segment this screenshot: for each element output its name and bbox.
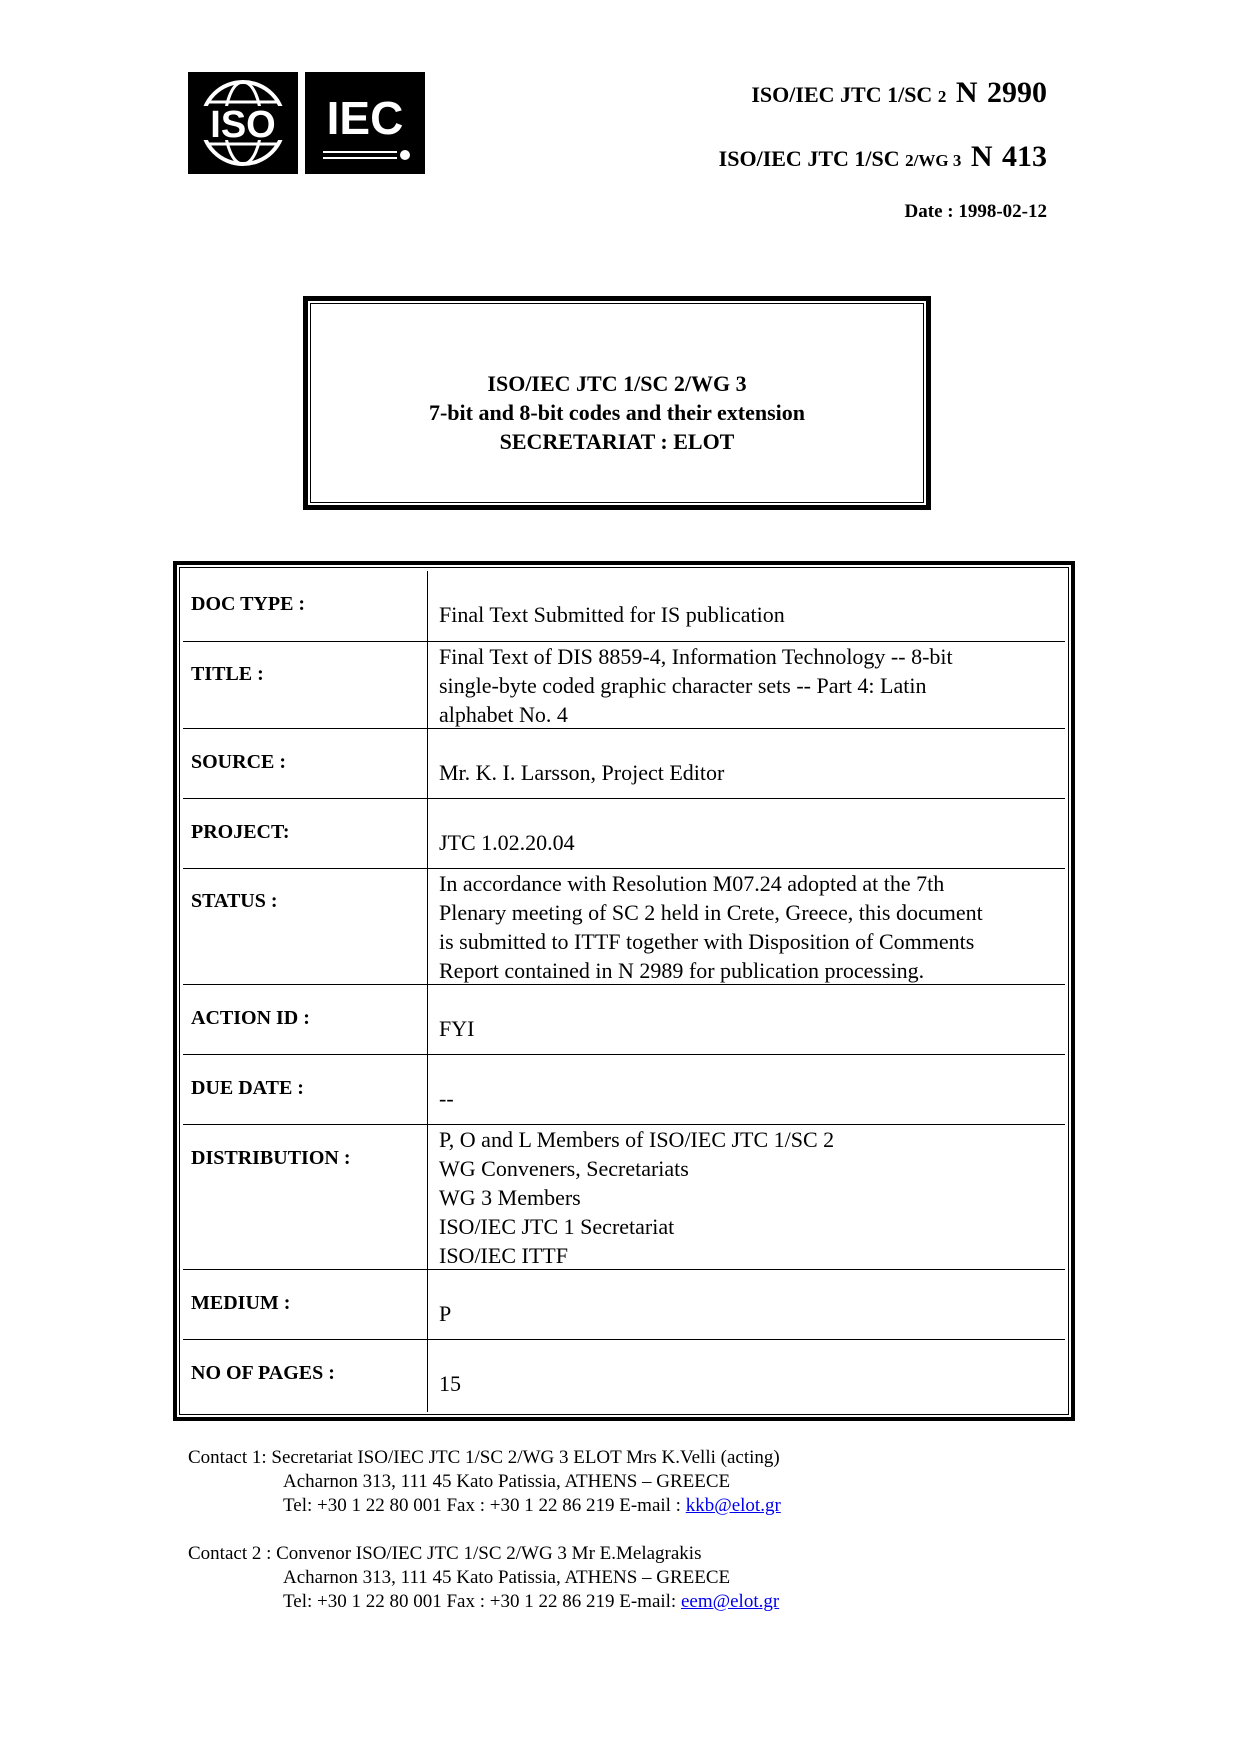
iso-logo-graphic bbox=[188, 72, 298, 174]
iec-logo bbox=[305, 72, 425, 174]
project-label: PROJECT: bbox=[183, 799, 428, 869]
contact-2-address: Acharnon 313, 111 45 Kato Patissia, ATHENS – GREECE bbox=[283, 1567, 731, 1588]
ref1-n-number: 2990 bbox=[987, 76, 1047, 109]
contact-2-block bbox=[188, 1542, 779, 1614]
source-value: Mr. K. I. Larsson, Project Editor bbox=[439, 760, 725, 785]
status-label: STATUS : bbox=[183, 869, 428, 985]
contact-1-line-1: Contact 1: Secretariat ISO/IEC JTC 1/SC 2/WG 3 ELOT Mrs K.Velli (acting) bbox=[188, 1447, 780, 1468]
table-row-project bbox=[183, 798, 1065, 869]
contact-2-tel-fax: Tel: +30 1 22 80 001 Fax : +30 1 22 86 219 E-mail: bbox=[283, 1591, 681, 1612]
ref2-n-number: 413 bbox=[1002, 140, 1047, 173]
iso-logo bbox=[188, 72, 298, 174]
status-line-1: In accordance with Resolution M07.24 adopted at the 7th bbox=[439, 871, 945, 896]
title-line-3: alphabet No. 4 bbox=[439, 702, 568, 727]
distribution-line-4: ISO/IEC JTC 1 Secretariat bbox=[439, 1214, 675, 1239]
title-line-2: single-byte coded graphic character sets -- Part 4: Latin bbox=[439, 673, 927, 698]
status-line-3: is submitted to ITTF together with Disposition of Comments bbox=[439, 929, 975, 954]
project-value: JTC 1.02.20.04 bbox=[439, 830, 575, 855]
iso-logo-text: ISO bbox=[210, 104, 276, 146]
working-group-box bbox=[303, 296, 931, 510]
date-value: 1998-02-12 bbox=[958, 201, 1047, 222]
table-row-due-date bbox=[183, 1054, 1065, 1125]
iec-logo-text: IEC bbox=[326, 92, 404, 144]
table-row-medium bbox=[183, 1269, 1065, 1340]
document-info-table bbox=[173, 561, 1075, 1421]
ref2-prefix: ISO/IEC JTC 1/SC bbox=[718, 146, 900, 171]
table-row-status bbox=[183, 868, 1065, 985]
ref1-sc: 2 bbox=[937, 87, 947, 106]
date-label: Date : bbox=[904, 201, 954, 222]
no-of-pages-value: 15 bbox=[439, 1371, 461, 1396]
distribution-line-2: WG Conveners, Secretariats bbox=[439, 1156, 689, 1181]
title-label: TITLE : bbox=[183, 642, 428, 729]
ref2-n-label: N bbox=[970, 140, 993, 173]
document-reference-sc2 bbox=[751, 76, 1047, 110]
iec-logo-graphic bbox=[305, 72, 425, 174]
doc-type-label: DOC TYPE : bbox=[183, 571, 428, 641]
contact-1-tel-fax: Tel: +30 1 22 80 001 Fax : +30 1 22 86 219 E-mail : bbox=[283, 1495, 686, 1516]
wg-scope: 7-bit and 8-bit codes and their extension bbox=[428, 400, 806, 425]
table-row-source bbox=[183, 728, 1065, 799]
status-line-2: Plenary meeting of SC 2 held in Crete, Greece, this document bbox=[439, 900, 983, 925]
distribution-line-5: ISO/IEC ITTF bbox=[439, 1243, 568, 1268]
contact-2-line-1: Contact 2 : Convenor ISO/IEC JTC 1/SC 2/WG 3 Mr E.Melagrakis bbox=[188, 1543, 702, 1564]
action-id-value: FYI bbox=[439, 1016, 475, 1041]
contact-2-phone-line bbox=[188, 1590, 779, 1614]
ref1-prefix: ISO/IEC JTC 1/SC bbox=[751, 82, 933, 107]
due-date-value: -- bbox=[439, 1086, 454, 1111]
document-reference-wg3 bbox=[719, 140, 1047, 174]
wg-secretariat: SECRETARIAT : ELOT bbox=[499, 429, 735, 454]
status-line-4: Report contained in N 2989 for publication processing. bbox=[439, 958, 925, 983]
contact-1-phone-line bbox=[188, 1494, 781, 1518]
table-row-action-id bbox=[183, 984, 1065, 1055]
contact-1-address: Acharnon 313, 111 45 Kato Patissia, ATHENS – GREECE bbox=[283, 1471, 731, 1492]
no-of-pages-label: NO OF PAGES : bbox=[183, 1340, 428, 1412]
distribution-label: DISTRIBUTION : bbox=[183, 1125, 428, 1270]
medium-label: MEDIUM : bbox=[183, 1270, 428, 1340]
table-row-title bbox=[183, 641, 1065, 729]
distribution-line-3: WG 3 Members bbox=[439, 1185, 581, 1210]
contact-1-block bbox=[188, 1446, 781, 1518]
contact-2-email-link[interactable]: eem@elot.gr bbox=[680, 1591, 780, 1612]
ref1-n-label: N bbox=[955, 76, 978, 109]
action-id-label: ACTION ID : bbox=[183, 985, 428, 1055]
distribution-line-1: P, O and L Members of ISO/IEC JTC 1/SC 2 bbox=[439, 1127, 835, 1152]
table-row-distribution bbox=[183, 1124, 1065, 1270]
medium-value: P bbox=[439, 1301, 452, 1326]
ref2-sc: 2/WG 3 bbox=[905, 151, 962, 170]
source-label: SOURCE : bbox=[183, 729, 428, 799]
document-date bbox=[905, 201, 1047, 223]
due-date-label: DUE DATE : bbox=[183, 1055, 428, 1125]
contact-1-email-link[interactable]: kkb@elot.gr bbox=[685, 1495, 781, 1516]
table-row-no-of-pages bbox=[183, 1339, 1065, 1412]
table-row-doc-type bbox=[183, 571, 1065, 641]
title-line-1: Final Text of DIS 8859-4, Information Technology -- 8-bit bbox=[439, 644, 953, 669]
wg-name: ISO/IEC JTC 1/SC 2/WG 3 bbox=[487, 371, 747, 396]
doc-type-value: Final Text Submitted for IS publication bbox=[439, 602, 785, 627]
